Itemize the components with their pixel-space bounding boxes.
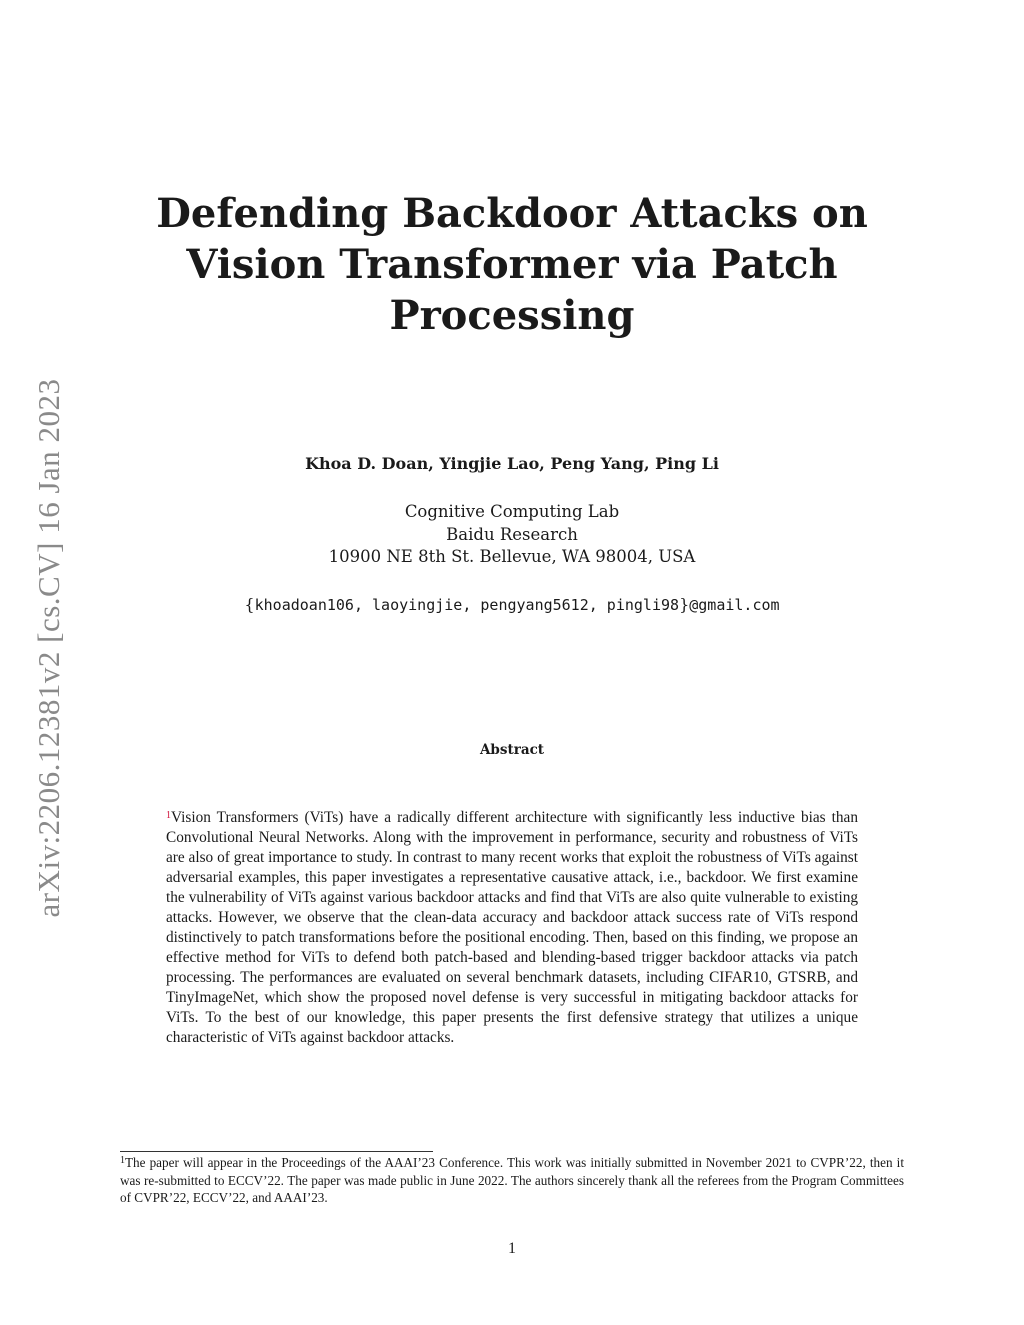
email-close-brace: }	[679, 595, 690, 614]
affiliation-lab: Cognitive Computing Lab	[404, 502, 620, 521]
author-emails	[0, 595, 1024, 614]
footnote-text: The paper will appear in the Proceedings of the AAAI’23 Conference. This work was initially submitted in November 2021 to CVPR’22, then it was re-submitted to ECCV’22. The paper was made public in June 2022. The authors sincerely thank all the referees from the Program Committees of CVPR’22, ECCV’22, and AAAI’23.	[120, 1155, 904, 1205]
paper-title	[0, 188, 1024, 341]
page-number: 1	[508, 1240, 516, 1257]
email-domain: @gmail.com	[689, 596, 780, 614]
email-open-brace: {	[244, 595, 255, 614]
email-usernames: khoadoan106, laoyingjie, pengyang5612, pingli98	[254, 596, 680, 614]
title-line-1: Defending Backdoor Attacks on	[156, 190, 868, 237]
abstract-footnote-link[interactable]: 1	[166, 810, 171, 821]
footnote-divider	[120, 1151, 433, 1152]
abstract-heading: Abstract	[479, 742, 545, 758]
footnote-mark: 1	[120, 1155, 125, 1166]
abstract-body	[166, 808, 858, 1048]
affiliation-organization: Baidu Research	[446, 524, 578, 544]
author-list: Khoa D. Doan, Yingjie Lao, Peng Yang, Ping Li	[305, 454, 719, 473]
affiliation	[0, 501, 1024, 569]
arxiv-identifier-stamp: arXiv:2206.12381v2 [cs.CV] 16 Jan 2023	[31, 378, 66, 918]
title-line-3: Processing	[389, 292, 635, 339]
title-line-2: Vision Transformer via Patch	[186, 241, 838, 288]
abstract-text: Vision Transformers (ViTs) have a radically different architecture with significantly less inductive bias than Convolutional Neural Networks. Along with the improvement in performance, security and robustness of ViTs are also of great importance to study. In contrast to many recent works that exploit the robustness of ViTs against adversarial examples, this paper investigates a representative causative attack, i.e., backdoor. We first examine the vulnerability of ViTs against various backdoor attacks and find that ViTs are also quite vulnerable to existing attacks. However, we observe that the clean-data accuracy and backdoor attack success rate of ViTs respond distinctively to patch transformations before the positional encoding. Then, based on this finding, we propose an effective method for ViTs to defend both patch-based and blending-based trigger backdoor attacks via patch processing. The performances are evaluated on several benchmark datasets, including CIFAR10, GTSRB, and TinyImageNet, which show the proposed novel defense is very successful in mitigating backdoor attacks for ViTs. To the best of our knowledge, this paper presents the first defensive strategy that utilizes a unique characteristic of ViTs against backdoor attacks.	[166, 809, 858, 1046]
affiliation-address: 10900 NE 8th St. Bellevue, WA 98004, USA	[328, 547, 696, 566]
footnote	[120, 1154, 904, 1207]
